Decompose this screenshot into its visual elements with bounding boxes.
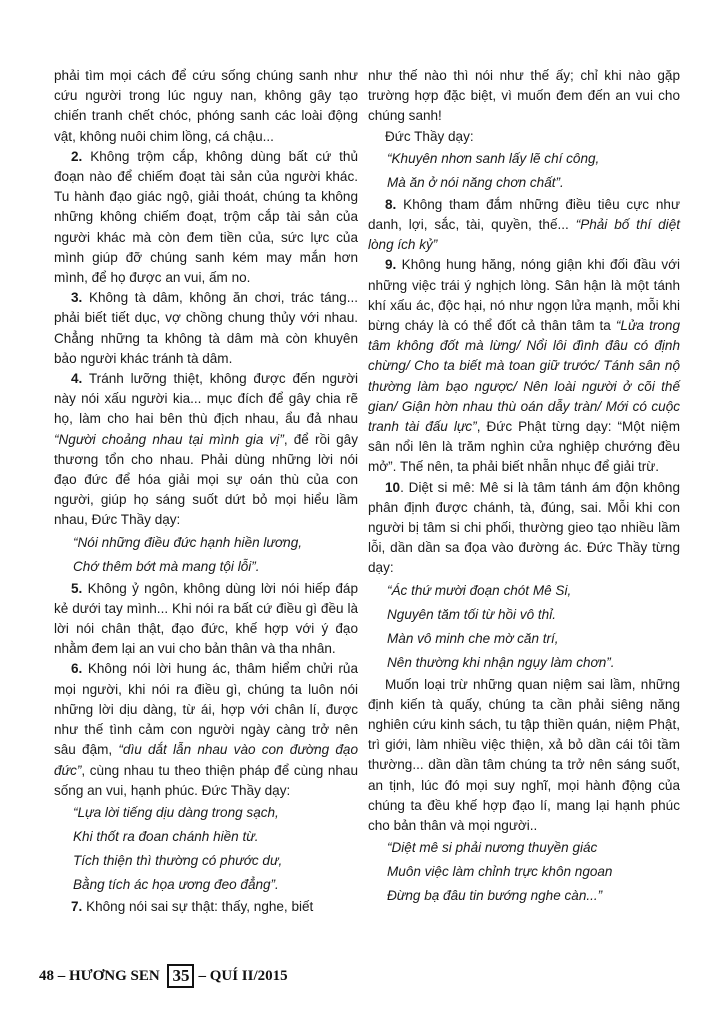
precept-text: Không nói sai sự thật: thấy, nghe, biết [86,898,314,914]
precept-number: 4. [71,371,83,387]
paragraph-precept-7 [54,897,358,917]
precept-text: , để rồi gây thương tổn cho nhau. Phải dùng những lời nói đạo đức để hóa giải mọi sự oán thù của con người, giúp họ sáng suốt dứt bỏ mọi hiểu lầm nhau, Đức Thầy dạy: [54,431,358,528]
page-number: 48 [39,967,54,984]
page-footer [39,959,288,993]
paragraph: phải tìm mọi cách để cứu sống chúng sanh như cứu người trong lúc nguy nan, không gây tạo chiến tranh chết chóc, phóng sanh các loài động vật, không nuôi chim lồng, cá chậu... [54,68,358,144]
paragraph: như thế nào thì nói như thế ấy; chỉ khi nào gặp trường hợp đặc biệt, vì muốn đem đến an vui cho chúng sanh! [368,68,680,124]
paragraph-precept-8 [368,195,680,256]
verse-line: Tích thiện thì thường có phước dư, [73,852,283,868]
verse-line: “Ác thứ mười đoạn chót Mê Si, [387,582,572,598]
precept-number: 5. [71,580,83,596]
verse-line: Đừng bạ đâu tin bướng nghe càn...” [387,888,603,904]
paragraph-precept-10 [368,478,680,579]
verse-line: Khi thốt ra đoan chánh hiền từ. [73,828,259,844]
precept-text: , cùng nhau tu theo thiện pháp để cùng nhau sống an vui, hạnh phúc. Đức Thầy dạy: [54,762,358,798]
verse-line: Màn vô minh che mờ căn trí, [387,630,559,646]
verse-line: “Nói những điều đức hạnh hiền lương, [73,534,303,550]
left-column [54,66,358,917]
precept-text: Không tham đắm những điều tiêu cực như danh, lợi, sắc, tài, quyền, thế... [368,196,681,233]
precept-text: . Diệt si mê: Mê si là tâm tánh ám độn không phân định được chánh, tà, đúng, sai. Mỗi khi con người bị tâm si chi phối, thường gieo tạo nhiều lầm lỗi, dần dần sa đọa vào đường ác. Đức Thầy từng dạy: [368,479,680,576]
verse-line: Muôn việc làm chỉnh trực khôn ngoan [387,864,613,880]
footer-dash: – [57,967,66,984]
right-column [368,66,680,908]
verse-line: Nên thường khi nhận ngụy làm chơn”. [387,654,615,670]
precept-number: 8. [385,196,397,212]
paragraph-precept-5 [54,579,358,660]
issue-number: 35 [167,964,194,988]
precept-text: , Đức Phật từng dạy: “Một niệm sân nổi lên là trăm nghìn cửa nghiệp chướng đều mở”. Thế nên, ta phải biết nhẫn nhục để giải trừ. [368,419,680,475]
precept-text: Không hung hăng, nóng giận khi đối đầu với những việc trái ý nghịch lòng. Sân hận là một tánh khí xấu ác, độc hại, nó như ngọn lửa mạnh, mỗi khi bừng cháy là có thể đốt cả thân tâm ta [368,257,680,334]
paragraph-precept-2 [54,147,358,288]
verse-line: “Khuyên nhơn sanh lấy lẽ chí công, [387,150,600,166]
precept-number: 3. [71,290,83,306]
verse-line: Nguyên tăm tối từ hồi vô thỉ. [387,606,556,622]
precept-number: 7. [71,898,83,914]
teacher-says: Đức Thầy dạy: [385,128,474,144]
verse-line: Mà ăn ở nói năng chơn chất”. [387,174,564,190]
precept-text: Không nói lời hung ác, thâm hiểm chửi rủa mọi người, khi nói ra điều gì, chúng ta luôn nói những lời dịu dàng, từ ái, hợp với chân lí, được như thế tình cảm con người ngày càng trở nên sâu đậm, [54,661,358,758]
inline-quote: “Phải bố thí diệt lòng ích kỷ” [368,217,680,253]
verse-line: Chớ thêm bớt mà mang tội lỗi”. [73,558,260,574]
paragraph-precept-4 [54,369,358,531]
verse-line: “Lựa lời tiếng dịu dàng trong sạch, [73,804,279,820]
paragraph: Muốn loại trừ những quan niệm sai lầm, những định kiến tà quấy, chúng ta cần phải siêng năng nghiên cứu kinh sách, tu tập thiền quán, niệm Phật, trì giới, làm nhiều việc thiện, xả bỏ dần cái tôi tầm thường... dần dần tâm chúng ta trở nên sáng suốt, an tịnh, lúc đó mọi suy nghĩ, mọi hành động của chúng ta đều khế hợp đạo lí, mang lại hạnh phúc cho bản thân và mọi người.. [368,676,680,834]
precept-text: Không ỷ ngôn, không dùng lời nói hiếp đáp kẻ dưới tay mình... Khi nói ra bất cứ điều gì đều là lời nói chân thật, đạo đức, khế hợp với ý đạo nhằm đem lại an vui cho bản thân và tha nhân. [54,580,359,657]
inline-quote: “Lửa trong tâm không đốt mà lừng/ Nổi lôi đình đâu có định chừng/ Cho ta biết mà toan giữ trước/ Tánh sân nộ thường làm bạo ngược/ Nên loài người ở cõi thế gian/ Giận hờn nhau thù oán dẫy tràn/ Mới có cuộc tranh tài đấu lực” [368,318,681,435]
precept-number: 2. [71,148,83,164]
verse-line: “Diệt mê si phải nương thuyền giác [387,840,598,856]
verse-line: Bằng tích ác họa ương đeo đẳng”. [73,876,279,892]
precept-number: 10 [385,479,401,495]
paragraph-precept-9 [368,255,680,477]
inline-quote: “Người choảng nhau tại mình gia vị” [54,431,284,447]
precept-number: 9. [385,257,397,273]
precept-text: Tránh lưỡng thiệt, không được đến người này nói xấu người kia... mục đích để gây chia rẽ họ, làm cho hai bên thù địch nhau, ẩu đả nhau [54,371,358,427]
paragraph-precept-6 [54,659,358,800]
precept-text: Không trộm cắp, không dùng bất cứ thủ đoạn nào để chiếm đoạt tài sản của người khác. Tu hành đạo giác ngộ, giải thoát, chúng ta không những không chiếm đoạt, trộm cắp tài sản của người khác mà còn đem tiền của, sức lực của mình giúp đỡ chúng sanh kém may mắn hơn mình, để họ được an vui, ấm no. [54,148,359,286]
precept-number: 6. [71,661,83,677]
footer-dash: – [198,967,206,984]
issue-period: QUÍ II/2015 [209,967,288,984]
paragraph-precept-3 [54,288,358,369]
inline-quote: “dìu dắt lẫn nhau vào con đường đạo đức” [54,742,358,778]
precept-text: Không tà dâm, không ăn chơi, trác táng... phải biết tiết dục, vợ chồng chung thủy với nhau. Chẳng những ta không tà dâm mà còn khuyên bảo người khác tránh tà dâm. [54,290,359,366]
magazine-name: HƯƠNG SEN [69,967,160,984]
